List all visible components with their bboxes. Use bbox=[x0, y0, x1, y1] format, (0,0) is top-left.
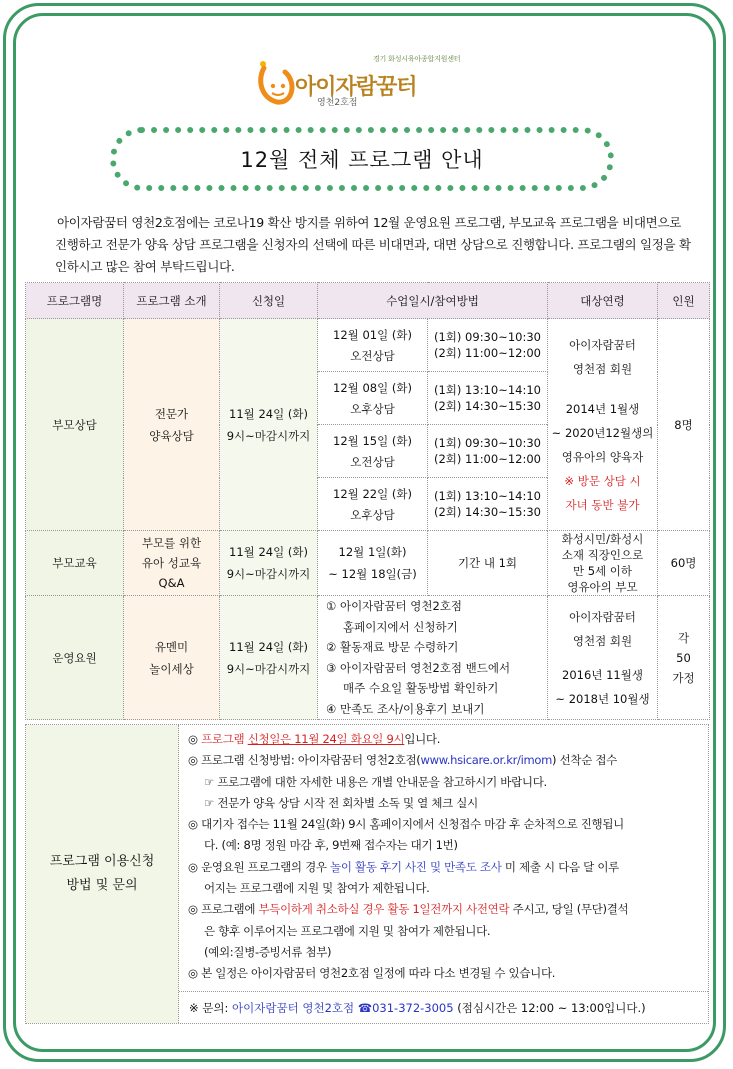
target-age bbox=[548, 319, 658, 531]
session-time-line: (2회) 11:00~12:00 bbox=[434, 346, 541, 360]
header-cell: 대상연령 bbox=[548, 283, 658, 319]
info-text: ◎ 프로그램 신청방법: 아이자람꿈터 영천2호점( bbox=[188, 753, 421, 768]
info-line: ☞ 프로그램에 대한 자세한 내용은 개별 안내문을 참고하시기 바랍니다. bbox=[204, 774, 547, 789]
session-date bbox=[318, 425, 428, 478]
target-line: 화성시민/화성시 bbox=[561, 532, 644, 546]
info-label-line: 프로그램 이용신청 bbox=[49, 854, 155, 869]
program-intro-line: 유아 성교육 bbox=[141, 556, 202, 570]
apply-date-line: 9시~마감시까지 bbox=[226, 567, 311, 581]
target-line: 소재 직장인으로 bbox=[561, 548, 644, 562]
capacity: 8명 bbox=[658, 319, 710, 531]
program-intro-line: Q&A bbox=[158, 576, 185, 590]
program-name: 운영요원 bbox=[26, 596, 124, 720]
session-date bbox=[318, 319, 428, 372]
contact-line bbox=[179, 991, 708, 1023]
apply-date-highlight: 신청일은 11월 24일 화요일 9시 bbox=[247, 732, 405, 746]
session-time bbox=[428, 319, 548, 372]
target-age bbox=[548, 531, 658, 596]
info-text: 프로그램 bbox=[201, 732, 248, 746]
session-time-line: (1회) 09:30~10:30 bbox=[434, 330, 541, 344]
logo bbox=[255, 52, 495, 112]
program-table bbox=[25, 282, 710, 720]
step-item: ① 아이자람꿈터 영천2호점 bbox=[326, 599, 463, 613]
target-line: ~ 2020년12월생의 bbox=[551, 425, 654, 440]
target-notice: 자녀 동반 불가 bbox=[565, 497, 640, 512]
info-line: ◎ 대기자 접수는 11월 24일(화) 9시 홈페이지에서 신청접수 마감 후 순차적으로 진행됩니 bbox=[188, 817, 624, 832]
session-date bbox=[318, 531, 428, 596]
info-text: 미 제출 시 다음 달 이루 bbox=[501, 859, 619, 874]
capacity-line: 50 bbox=[676, 650, 691, 665]
program-intro-line: 유멘미 bbox=[154, 639, 189, 654]
session-time bbox=[428, 372, 548, 425]
table-header-row bbox=[26, 283, 710, 319]
info-section bbox=[25, 724, 709, 1024]
info-line: 어지는 프로그램에 지원 및 참여가 제한됩니다. bbox=[204, 881, 430, 896]
info-text: ◎ 프로그램에 bbox=[188, 902, 259, 917]
table-row bbox=[26, 319, 710, 372]
info-line: 다. (예: 8명 정원 마감 후, 9번째 접수자는 대기 1번) bbox=[204, 838, 458, 853]
contact-prefix: ※ 문의: bbox=[189, 1001, 233, 1015]
target-line: 아이자람꿈터 bbox=[569, 609, 636, 624]
apply-date-line: 9시~마감시까지 bbox=[226, 428, 311, 443]
apply-date-line: 11월 24일 (화) bbox=[229, 406, 308, 421]
capacity-line: 각 bbox=[677, 630, 690, 645]
contact-phone: 아이자람꿈터 영천2호점 ☎031-372-3005 bbox=[232, 1001, 454, 1015]
target-line: 영유아의 부모 bbox=[567, 580, 638, 594]
header-cell: 인원 bbox=[658, 283, 710, 319]
info-line: ◎ 본 일정은 아이자람꿈터 영천2호점 일정에 따라 다소 변경될 수 있습니다. bbox=[188, 966, 556, 981]
program-intro-line: 놀이세상 bbox=[149, 661, 194, 676]
target-line: 2016년 11월생 bbox=[562, 667, 643, 682]
step-item: ② 활동재료 방문 수령하기 bbox=[326, 640, 459, 654]
session-type: 오전상담 bbox=[350, 348, 395, 363]
program-name: 부모교육 bbox=[26, 531, 124, 596]
program-intro bbox=[124, 531, 220, 596]
info-line bbox=[188, 750, 704, 771]
info-text: 입니다. bbox=[404, 732, 441, 746]
apply-date-line: 11월 24일 (화) bbox=[229, 545, 308, 559]
session-date-line: 12월 22일 (화) bbox=[333, 486, 412, 501]
program-intro bbox=[124, 596, 220, 720]
step-item: ③ 아이자람꿈터 영천2호점 밴드에서 bbox=[326, 660, 511, 675]
apply-date bbox=[220, 319, 318, 531]
info-line: (예외:질병-증빙서류 첨부) bbox=[204, 944, 332, 959]
apply-date bbox=[220, 531, 318, 596]
session-date bbox=[318, 478, 428, 531]
session-date bbox=[318, 372, 428, 425]
info-line: 은 향후 이루어지는 프로그램에 지원 및 참여가 제한됩니다. bbox=[204, 923, 491, 938]
session-time-line: (2회) 14:30~15:30 bbox=[434, 399, 541, 413]
session-method: 기간 내 1회 bbox=[428, 531, 548, 596]
program-intro bbox=[124, 319, 220, 531]
session-type: 오후상담 bbox=[350, 401, 395, 416]
info-label-line: 방법 및 문의 bbox=[66, 878, 138, 893]
capacity bbox=[658, 596, 710, 720]
homepage-link[interactable]: www.hsicare.or.kr/imom bbox=[420, 753, 553, 768]
title-box bbox=[110, 127, 614, 191]
info-text: 주시고, 당일 (무단)결석 bbox=[509, 902, 629, 917]
info-line bbox=[188, 857, 704, 878]
session-type: 오전상담 bbox=[350, 454, 395, 469]
program-intro-line: 전문가 bbox=[154, 406, 189, 421]
info-body bbox=[188, 729, 704, 985]
session-time-line: (1회) 13:10~14:10 bbox=[434, 383, 541, 397]
target-line: 아이자람꿈터 bbox=[569, 337, 636, 352]
target-notice: ※ 방문 상담 시 bbox=[564, 473, 641, 488]
header-cell: 신청일 bbox=[220, 283, 318, 319]
table-row bbox=[26, 531, 710, 596]
session-type: 오후상담 bbox=[350, 507, 395, 522]
target-line: 영천점 회원 bbox=[572, 633, 633, 648]
target-line: 2014년 1월생 bbox=[565, 401, 640, 416]
header-cell: 프로그램명 bbox=[26, 283, 124, 319]
session-date-line: 12월 01일 (화) bbox=[333, 327, 412, 342]
target-age bbox=[548, 596, 658, 720]
session-time-line: (1회) 13:10~14:10 bbox=[434, 489, 541, 503]
capacity: 60명 bbox=[658, 531, 710, 596]
logo-mark-icon bbox=[255, 58, 299, 108]
table-row bbox=[26, 596, 710, 720]
info-text: ◎ 운영요원 프로그램의 경우 bbox=[188, 859, 331, 874]
target-line: 영유아의 양육자 bbox=[561, 449, 644, 464]
session-date-line: 12월 08일 (화) bbox=[333, 380, 412, 395]
target-line: 영천점 회원 bbox=[572, 361, 633, 376]
info-label bbox=[26, 725, 179, 1023]
apply-date-line: 9시~마감시까지 bbox=[226, 661, 311, 676]
target-line: 만 5세 이하 bbox=[572, 564, 633, 578]
step-item: 매주 수요일 활동방법 확인하기 bbox=[343, 681, 499, 695]
session-time-line: (2회) 14:30~15:30 bbox=[434, 505, 541, 519]
session-time bbox=[428, 425, 548, 478]
info-highlight: 부득이하게 취소하실 경우 활동 1일전까지 사전연락 bbox=[258, 902, 510, 917]
capacity-line: 가정 bbox=[672, 670, 695, 685]
bullet-mark: ◎ bbox=[188, 732, 198, 746]
info-line bbox=[188, 899, 704, 920]
step-item: ④ 만족도 조사/이용후기 보내기 bbox=[326, 701, 485, 716]
session-time bbox=[428, 478, 548, 531]
apply-date bbox=[220, 596, 318, 720]
apply-date-line: 11월 24일 (화) bbox=[229, 639, 308, 654]
header-cell: 프로그램 소개 bbox=[124, 283, 220, 319]
activity-steps bbox=[318, 596, 548, 720]
contact-suffix: (점심시간은 12:00 ~ 13:00입니다.) bbox=[453, 1001, 646, 1015]
intro-text: 아이자람꿈터 영천2호점에는 코로나19 확산 방지를 위하여 12월 운영요원 프로그램, 부모교육 프로그램을 비대면으로 진행하고 전문가 양육 상담 프로그램을 신청자의 선택에 따른 비대면과, 대면 상담으로 진행합니다. 프로그램의 일정을 확인하시고 많은 참여 부탁드립니다. bbox=[55, 215, 691, 274]
program-name: 부모상담 bbox=[26, 319, 124, 531]
info-highlight: 놀이 활동 후기 사진 및 만족도 조사 bbox=[330, 859, 502, 874]
page-title: 12월 전체 프로그램 안내 bbox=[240, 148, 484, 172]
info-line: ☞ 전문가 양육 상담 시작 전 회차별 소독 및 열 체크 실시 bbox=[204, 795, 478, 810]
logo-branch: 영천2호점 bbox=[317, 98, 358, 108]
session-time-line: (1회) 09:30~10:30 bbox=[434, 436, 541, 450]
target-line: ~ 2018년 10월생 bbox=[555, 691, 650, 706]
program-intro-line: 양육상담 bbox=[149, 428, 194, 443]
logo-brand: 아이자람꿈터 bbox=[295, 75, 417, 100]
program-intro-line: 부모를 위한 bbox=[141, 536, 202, 550]
logo-tagline: 경기 화성시육아종합지원센터 bbox=[373, 55, 461, 63]
session-time-line: (2회) 11:00~12:00 bbox=[434, 452, 541, 466]
step-item: 홈페이지에서 신청하기 bbox=[343, 619, 458, 634]
session-date-line: 12월 15일 (화) bbox=[333, 433, 412, 448]
info-text: ) 선착순 접수 bbox=[552, 753, 617, 768]
info-line bbox=[188, 729, 704, 750]
header-cell: 수업일시/참여방법 bbox=[318, 283, 548, 319]
session-date-line: ~ 12월 18일(금) bbox=[328, 567, 417, 581]
session-date-line: 12월 1일(화) bbox=[338, 545, 407, 559]
